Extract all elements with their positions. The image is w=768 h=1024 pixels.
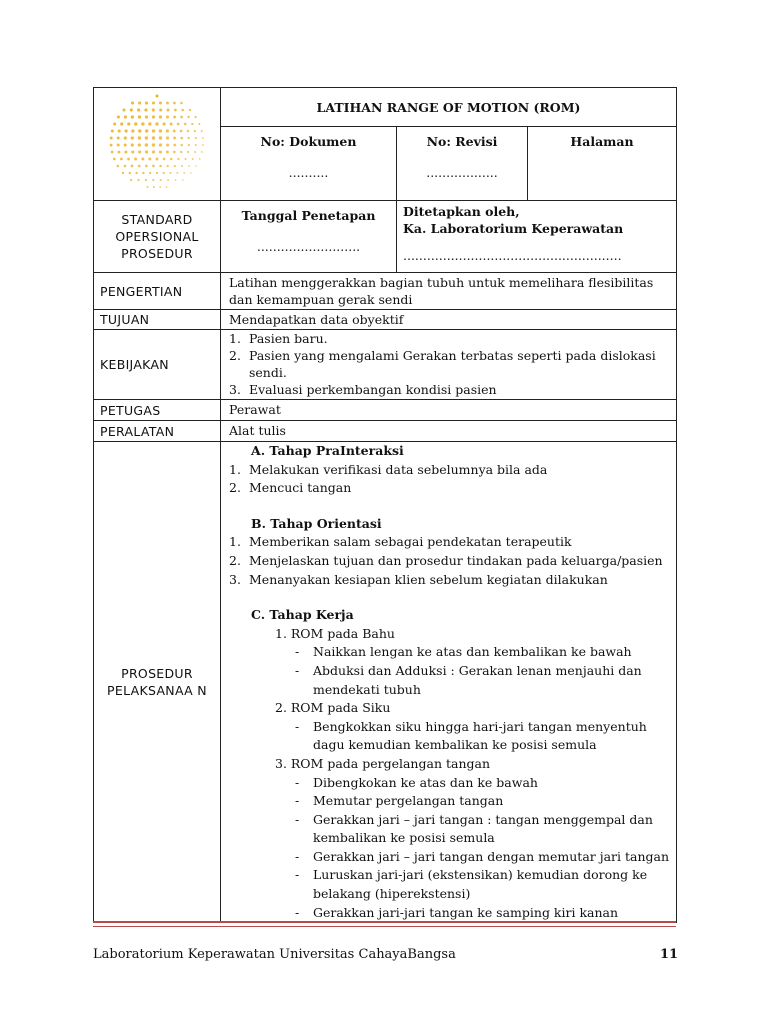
prosedur-value [221,442,677,923]
list-item: 1. Melakukan verifikasi data sebelumnya bila ada [229,461,548,477]
pengertian-label: PENGERTIAN [94,273,221,310]
set-by-line2: Ka. Laboratorium Keperawatan [403,221,624,236]
date-cell [221,201,397,273]
kebijakan-label: KEBIJAKAN [94,330,221,400]
peralatan-label: PERALATAN [94,421,221,442]
list-item: 3. Menanyakan kesiapan klien sebelum kegiatan dilakukan [229,571,608,587]
doc-number-value: .......... [288,165,329,180]
petugas-label: PETUGAS [94,400,221,421]
revision-label: No: Revisi [426,134,498,149]
set-by-cell [397,201,677,273]
list-item: 2. Mencuci tangan [229,480,352,496]
sop-table [93,87,677,923]
peralatan-value: Alat tulis [221,421,677,442]
tujuan-value: Mendapatkan data obyektif [221,310,677,330]
prosedur-label: PROSEDUR PELAKSANAA N [94,442,221,923]
section-c-title: C. Tahap Kerja [251,607,354,623]
list-item: 2. Pasien yang mengalami Gerakan terbatas seperti pada dislokasi sendi. [229,348,656,380]
list-item: - Memutar pergelangan tangan [221,792,670,811]
list-item: - Luruskan jari-jari (ekstensikan) kemudian dorong ke belakang (hiperekstensi) [221,866,670,903]
page-label: Halaman [570,134,634,149]
date-label: Tanggal Penetapan [241,208,376,223]
list-item: - Naikkan lengan ke atas dan kembalikan ke bawah [221,643,670,662]
page-cell [528,127,677,201]
document-title: LATIHAN RANGE OF MOTION (ROM) [221,88,677,127]
section-a-title: A. Tahap PraInteraksi [251,443,404,458]
doc-number-cell [221,127,397,201]
sop-label: STANDARD OPERSIONAL PROSEDUR [94,201,221,273]
petugas-value: Perawat [221,400,677,421]
revision-value: .................. [426,165,498,180]
list-item: - Gerakkan jari – jari tangan : tangan menggempal dan kembalikan ke posisi semula [221,811,670,848]
list-item: - Abduksi dan Adduksi : Gerakan lenan menjauhi dan mendekati tubuh [221,662,670,699]
c1-title: 1. ROM pada Bahu [275,625,395,641]
list-item: - Gerakkan jari-jari tangan ke samping kiri kanan [221,904,670,923]
kebijakan-value [221,330,677,400]
list-item: 3. Evaluasi perkembangan kondisi pasien [229,382,497,397]
list-item: 1. Memberikan salam sebagai pendekatan terapeutik [229,534,572,550]
doc-number-label: No: Dokumen [260,134,357,149]
dotted-sphere-logo-icon [107,90,207,194]
c2-title: 2. ROM pada Siku [275,700,391,716]
footer-rule [93,921,676,923]
list-item: - Dibengkokan ke atas dan ke bawah [221,774,670,793]
set-by-line1: Ditetapkan oleh, [403,204,520,219]
page-number: 11 [660,947,679,962]
c3-title: 3. ROM pada pergelangan tangan [275,755,490,771]
tujuan-label: TUJUAN [94,310,221,330]
footer-rule-thin [93,926,676,927]
date-value: .......................... [256,239,361,254]
pengertian-value: Latihan menggerakkan bagian tubuh untuk memelihara flesibilitas dan kemampuan gerak sendi [221,273,677,310]
list-item: - Gerakkan jari – jari tangan dengan memutar jari tangan [221,848,670,867]
footer-text: Laboratorium Keperawatan Universitas CahayaBangsa [93,947,456,962]
list-item: 1. Pasien baru. [229,331,328,346]
logo-cell [94,88,221,201]
list-item: - Bengkokkan siku hingga hari-jari tangan menyentuh dagu kemudian kembalikan ke posisi semula [221,718,670,755]
set-by-value: ....................................................... [403,248,622,263]
revision-cell [397,127,528,201]
section-b-title: B. Tahap Orientasi [251,515,382,531]
list-item: 2. Menjelaskan tujuan dan prosedur tindakan pada keluarga/pasien [229,552,663,568]
